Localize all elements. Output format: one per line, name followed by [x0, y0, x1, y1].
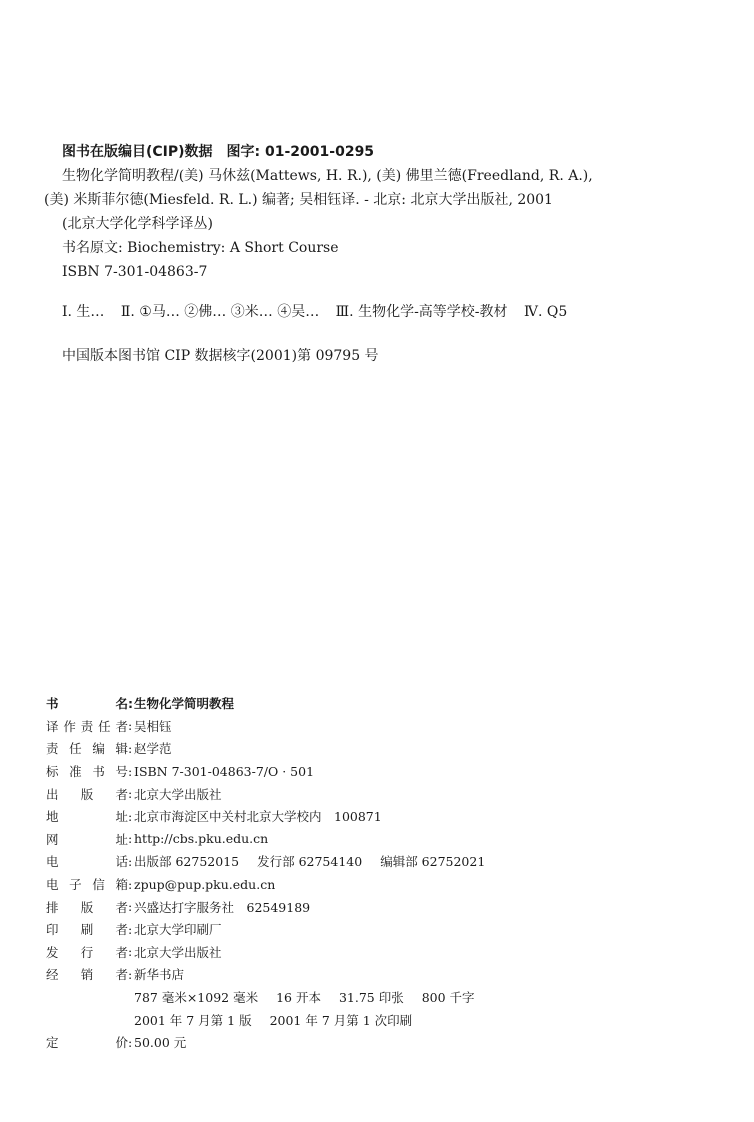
- cip-original-title: 书名原文: Biochemistry: A Short Course: [62, 240, 339, 256]
- pub-row-translator: 译 作 责 任 者 : 吴相钰: [46, 718, 172, 734]
- pub-label: 译 作 责 任 者: [46, 718, 128, 734]
- pub-label: 发 行 者: [46, 944, 128, 960]
- pub-value: [134, 988, 489, 1006]
- pub-row-format: [46, 986, 706, 1009]
- pub-value: 北京大学印刷厂: [134, 922, 222, 938]
- pub-row-book-title: 书 名 : 生物化学简明教程: [46, 695, 235, 712]
- pub-row-isbn: 标 准 书 号 : ISBN 7-301-04863-7/O · 501: [46, 763, 315, 780]
- cip-heading: 图书在版编目(CIP)数据 图字: 01-2001-0295: [62, 144, 375, 160]
- pub-value: 吴相钰: [134, 718, 172, 734]
- pub-label: 经 销 者: [46, 967, 128, 983]
- pub-row-email: 电 子 信 箱 : zpup@pup.pku.edu.cn: [46, 876, 276, 893]
- cip-line-1: 生物化学简明教程/(美) 马休兹(Mattews, H. R.), (美) 佛里兰德(Freedland, R. A.),: [62, 168, 593, 184]
- pub-label: 标 准 书 号: [46, 764, 128, 780]
- pub-row-price: 定 价 : 50.00 元: [46, 1034, 187, 1051]
- pub-value: 50.00 元: [134, 1035, 187, 1051]
- pub-label: 排 版 者: [46, 899, 128, 915]
- pub-value: [134, 1011, 426, 1029]
- format-words: 800 千字: [421, 990, 475, 1006]
- pub-label: 网 址: [46, 831, 128, 847]
- cip-block: [44, 140, 722, 368]
- pub-row-edition: [46, 1008, 706, 1031]
- pub-value: 北京大学出版社: [134, 944, 222, 960]
- cip-class-3: Ⅲ. 生物化学-高等学校-教材: [335, 304, 508, 320]
- cip-class-1: Ⅰ. 生…: [62, 304, 105, 320]
- pub-value: 兴盛达打字服务社 62549189: [134, 899, 311, 915]
- format-size: 787 毫米×1092 毫米: [134, 990, 259, 1006]
- pub-email-link[interactable]: zpup@pup.pku.edu.cn: [134, 876, 276, 892]
- pub-value: 北京市海淀区中关村北京大学校内 100871: [134, 809, 382, 825]
- pub-label: 出 版 者: [46, 786, 128, 802]
- cip-line-2: (美) 米斯菲尔德(Miesfeld. R. L.) 编著; 吴相钰译. - 北京: 北京大学出版社, 2001: [44, 192, 553, 208]
- pub-row-distributor: 发 行 者 : 北京大学出版社: [46, 944, 222, 960]
- phone-distribution: 发行部 62754140: [257, 854, 363, 870]
- pub-label: 电 话: [46, 854, 128, 870]
- pub-label: 书 名: [46, 696, 128, 712]
- phone-editorial: 编辑部 62752021: [380, 854, 486, 870]
- pub-website-link[interactable]: http://cbs.pku.edu.cn: [134, 831, 269, 847]
- cip-class-4: Ⅳ. Q5: [524, 304, 568, 320]
- pub-value: [134, 852, 499, 870]
- format-kai: 16 开本: [276, 990, 321, 1006]
- pub-label: 电 子 信 箱: [46, 877, 128, 893]
- phone-publishing: 出版部 62752015: [134, 854, 240, 870]
- pub-row-seller: 经 销 者 : 新华书店: [46, 966, 185, 983]
- publication-info: [46, 692, 706, 1054]
- pub-value: ISBN 7-301-04863-7/O · 501: [134, 763, 315, 779]
- pub-label: 地 址: [46, 809, 128, 825]
- pub-label: 印 刷 者: [46, 922, 128, 938]
- cip-class-2: Ⅱ. ①马… ②佛… ③米… ④吴…: [120, 304, 320, 320]
- pub-label: 责 任 编 辑: [46, 741, 128, 757]
- pub-row-printer: 印 刷 者 : 北京大学印刷厂: [46, 921, 222, 938]
- pub-value: 新华书店: [134, 967, 185, 983]
- cip-line-3: (北京大学化学科学译丛): [62, 216, 213, 232]
- cip-isbn: ISBN 7-301-04863-7: [62, 264, 208, 280]
- pub-row-publisher: 出 版 者 : 北京大学出版社: [46, 786, 222, 802]
- pub-value: 生物化学简明教程: [134, 696, 235, 712]
- pub-row-editor: 责 任 编 辑 : 赵学范: [46, 740, 172, 757]
- pub-row-typesetter: 排 版 者 : 兴盛达打字服务社 62549189: [46, 899, 311, 915]
- pub-row-website: 网 址 : http://cbs.pku.edu.cn: [46, 831, 269, 847]
- pub-value: 北京大学出版社: [134, 786, 222, 802]
- edition-printing: 2001 年 7 月第 1 次印刷: [269, 1012, 413, 1028]
- cip-record-number: 中国版本图书馆 CIP 数据核字(2001)第 09795 号: [62, 348, 379, 364]
- pub-row-phone: 电 话 : 出版部 62752015 发行部 62754140 编辑部 62752021: [46, 850, 706, 873]
- pub-label: 定 价: [46, 1035, 128, 1051]
- format-sheets: 31.75 印张: [338, 990, 404, 1006]
- pub-value: 赵学范: [134, 741, 172, 757]
- pub-row-address: 地 址 : 北京市海淀区中关村北京大学校内 100871: [46, 808, 382, 825]
- edition-version: 2001 年 7 月第 1 版: [134, 1012, 252, 1028]
- cip-classification: [62, 300, 722, 324]
